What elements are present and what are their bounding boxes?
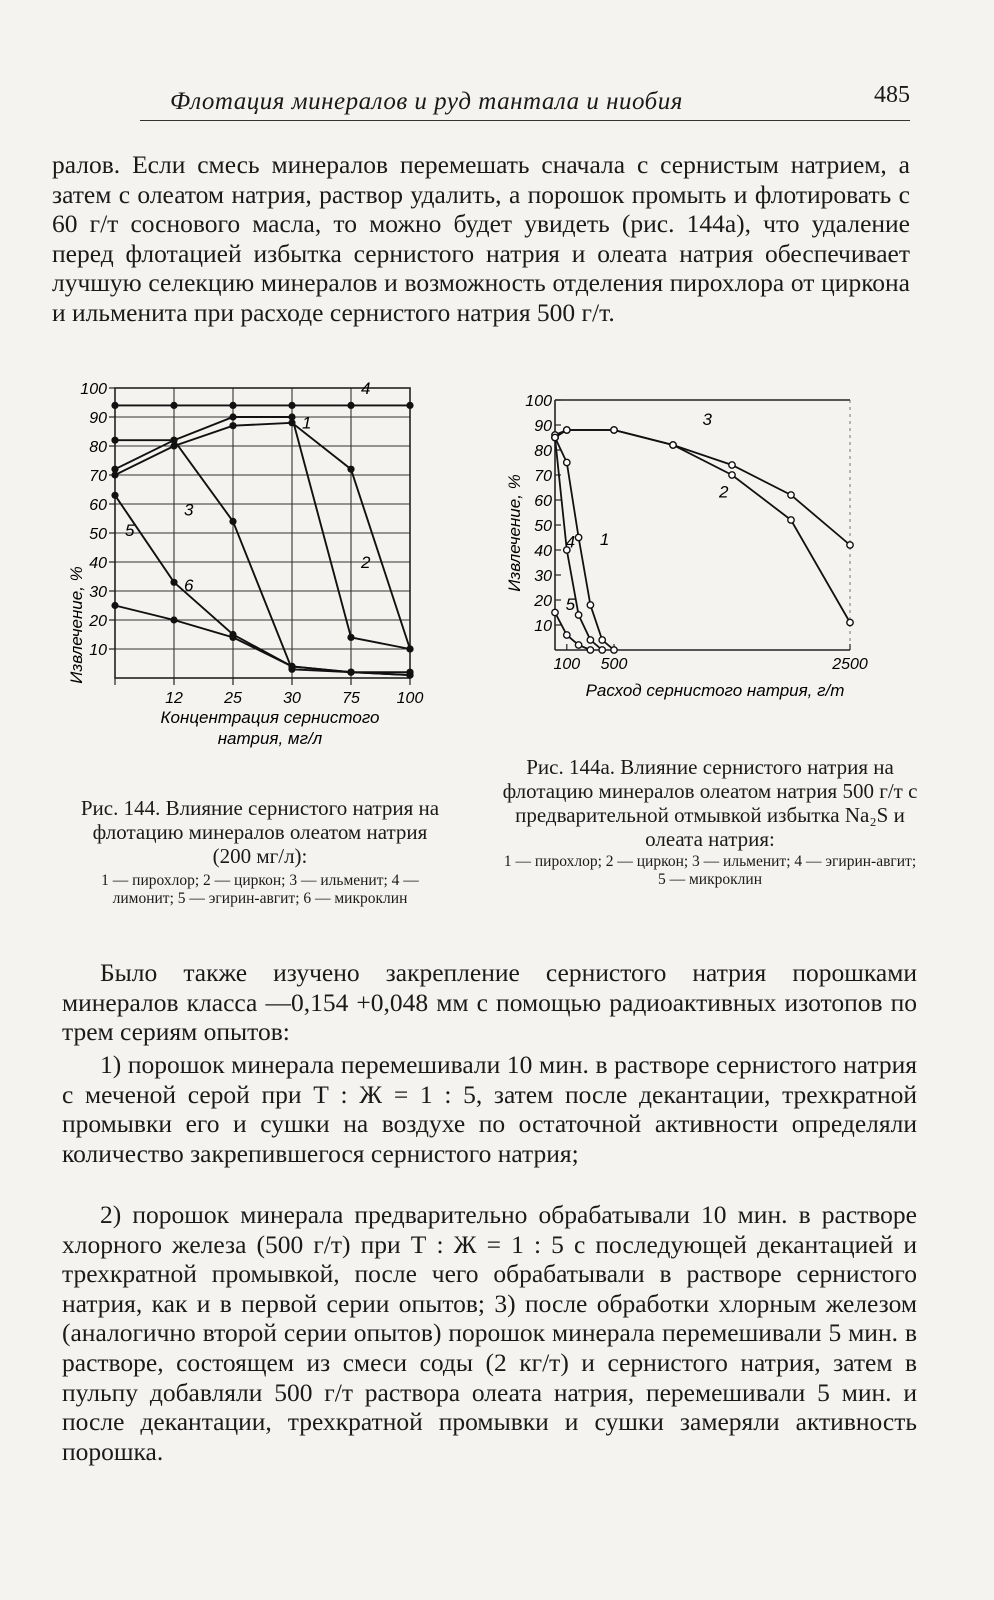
figure-144a-point-3	[788, 492, 794, 498]
figure-144-xlabel-line1: Концентрация сернистого	[160, 708, 380, 727]
figure-144a-ytick-label: 80	[534, 443, 552, 460]
figure-144-xtick-label: 75	[342, 690, 360, 707]
figure-144a-point-1	[587, 602, 593, 608]
figure-144-series-label-5: 5	[125, 520, 135, 540]
figure-144-point-2	[229, 413, 236, 420]
figure-144-point-3	[111, 437, 118, 444]
figure-144a-xtick-label: 100	[553, 656, 581, 673]
figure-144a-ytick-label: 30	[534, 568, 552, 585]
paragraph-3: 1) порошок минерала перемешивали 10 мин. в растворе сернистого натрия с меченой серой при Т : Ж = 1 : 5, затем после декантации, трехкратной промывки его и сушки на воздухе по остаточной активности определяли количество закрепившегося сернистого натрия;	[62, 1050, 917, 1168]
figure-144a-point-4	[575, 612, 581, 618]
figure-144a-ytick-label: 20	[534, 593, 552, 610]
figure-144a-point-2	[729, 472, 735, 478]
figure-144a-point-2	[847, 619, 853, 625]
figure-144a-point-5	[564, 632, 570, 638]
figure-144a-series-label-4: 4	[565, 532, 576, 552]
figure-144a-point-1	[575, 534, 581, 540]
figure-144-xlabel-line2: натрия, мг/л	[217, 729, 323, 748]
figure-144-point-6	[111, 602, 118, 609]
paragraph-2: Было также изучено закрепление сернистого натрия порошками минералов класса —0,154 +0,048 мм с помощью радиоактивных изотопов по трем сериям опытов:	[62, 958, 917, 1047]
figure-144a-series-label-3: 3	[702, 410, 712, 429]
figure-144a-labels	[525, 393, 868, 673]
figure-144-point-2	[347, 634, 354, 641]
figure-144-point-6	[347, 669, 354, 676]
running-title: Флотация минералов и руд тантала и ниобия	[170, 88, 683, 115]
figure-144a-point-5	[575, 642, 581, 648]
figure-144a-point-2	[788, 517, 794, 523]
figure-144a-series-label-1: 1	[599, 530, 610, 549]
figure-144-xtick-label: 30	[283, 690, 301, 707]
figure-144-series-label-2: 2	[361, 552, 371, 572]
figure-144-series-label-3: 3	[184, 500, 194, 520]
figure-144a-point-4	[587, 637, 593, 643]
figure-144-ytick-label: 30	[89, 584, 107, 601]
figure-144-point-6	[229, 634, 236, 641]
figure-144a-point-3	[729, 462, 735, 468]
page-number: 485	[874, 82, 910, 108]
figure-144a-point-3	[611, 427, 617, 433]
figure-144-point-2	[406, 645, 413, 652]
figure-144a-ytick-label: 70	[534, 468, 552, 485]
figure-144-series	[111, 402, 413, 679]
figure-144-point-4	[406, 402, 413, 409]
figure-144a-ytick-label: 50	[534, 518, 552, 535]
figure-144a-point-5	[552, 609, 558, 615]
figure-144a-ytick-label: 60	[534, 493, 552, 510]
figure-144-point-4	[288, 402, 295, 409]
figure-144-point-1	[347, 466, 354, 473]
figure-144-point-4	[229, 402, 236, 409]
figure-144a-point-5	[587, 647, 593, 653]
figure-144-series-label-4: 4	[361, 380, 371, 398]
figure-144a-xlabel: Расход сернистого натрия, г/т	[585, 681, 845, 700]
figure-144a-point-3	[847, 542, 853, 548]
figure-144-series-label-1: 1	[302, 413, 312, 433]
figure-144-point-6	[170, 616, 177, 623]
figure-144-ylabel: Извлечение, %	[67, 566, 86, 684]
header-rule	[140, 120, 910, 121]
figure-144a-series-label-2: 2	[719, 482, 729, 502]
figure-144a-point-1	[599, 637, 605, 643]
figure-144-point-6	[288, 663, 295, 670]
paragraph-4: 2) порошок минерала предварительно обрабатывали 10 мин. в растворе хлорного железа (500 г/т) при Т : Ж = 1 : 5 с последующей декантацией и трехкратной промывкой, после чего обрабатывали в растворе сернистого натрия, как и в первой серии опытов; 3) после обработки хлорным железом (аналогично второй серии опытов) порошок минерала перемешивали 5 мин. в растворе, состоящем из смеси соды (2 кг/т) и сернистого натрия, затем в пульпу добавляли 500 г/т раствора олеата натрия, перемешивали 5 мин. и после декантации, трехкратной промывки и сушки замеряли активность порошка.	[62, 1200, 917, 1466]
running-header	[140, 82, 910, 122]
figure-144a-point-1	[611, 647, 617, 653]
figure-144a-ytick-label: 40	[534, 543, 552, 560]
figure-144-series-5	[115, 495, 410, 675]
figure-144-ytick-label: 60	[89, 497, 107, 514]
figure-144-ytick-label: 70	[89, 468, 107, 485]
figure-144a-chart	[500, 388, 910, 728]
figure-144a-series-label-5: 5	[565, 595, 576, 614]
figure-144-point-5	[170, 579, 177, 586]
figure-144-xtick-label: 12	[165, 690, 183, 707]
figure-144-xtick-label: 25	[224, 690, 242, 707]
figure-144a-series-2	[555, 430, 850, 623]
figure-144a-series	[552, 427, 853, 653]
figure-144-point-3	[229, 518, 236, 525]
figure-144a-ylabel: Извлечение, %	[505, 474, 524, 592]
figure-144-caption: Рис. 144. Влияние сернистого натрия на флотацию минералов олеатом натрия (200 мг/л):	[80, 796, 440, 868]
figure-144-point-2	[111, 466, 118, 473]
figure-144-point-3	[170, 437, 177, 444]
figure-144-ytick-label: 20	[89, 613, 107, 630]
figure-144-ytick-label: 90	[89, 410, 107, 427]
figure-144a-ytick-label: 100	[525, 393, 552, 410]
figure-144-series-label-6: 6	[184, 576, 194, 595]
figure-144a-axes	[555, 400, 850, 650]
figure-144-point-2	[288, 413, 295, 420]
figure-144a-point-1	[564, 459, 570, 465]
figure-144a-point-4	[599, 647, 605, 653]
figure-144-point-6	[406, 672, 413, 679]
paragraph-1: ралов. Если смесь минералов перемешать сначала с сернистым натрием, а затем с олеатом натрия, раствор удалить, а порошок промыть и флотировать с 60 г/т соснового масла, то можно будет увидеть (рис. 144а), что удаление перед флотацией избытка сернистого натрия и олеата натрия обеспечивает лучшую селекцию минералов и возможность отделения пирохлора от циркона и ильменита при расходе сернистого натрия 500 г/т.	[52, 150, 910, 327]
figure-144-labels	[80, 380, 423, 707]
figure-144-ytick-label: 80	[89, 439, 107, 456]
figure-144a-point-3	[670, 442, 676, 448]
figure-144-legend: 1 — пирохлор; 2 — циркон; 3 — ильменит; 4 — лимонит; 5 — эгирин-авгит; 6 — микроклин	[101, 872, 419, 907]
figure-144a-legend: 1 — пирохлор; 2 — циркон; 3 — ильменит; 4 — эгирин-авгит; 5 — микроклин	[503, 853, 917, 888]
figure-144-point-4	[170, 402, 177, 409]
figure-144-ytick-label: 40	[89, 555, 107, 572]
figure-144a-point-4	[552, 434, 558, 440]
figure-144-ytick-label: 10	[89, 642, 107, 659]
figure-144a-xtick-label: 500	[600, 656, 628, 673]
figure-144-point-4	[111, 402, 118, 409]
figure-144a-series-5	[555, 613, 590, 651]
figure-144-xtick-label: 100	[396, 690, 424, 707]
figure-144a-xtick-label: 2500	[832, 656, 868, 673]
figure-144a-point-3	[564, 427, 570, 433]
figure-144-chart	[60, 380, 450, 770]
figure-144a-series-3	[555, 430, 850, 545]
figure-144a-ytick-label: 90	[534, 418, 552, 435]
figure-144a-ytick-label: 10	[534, 618, 552, 635]
figure-144-point-5	[111, 492, 118, 499]
figure-144a-caption: Рис. 144а. Влияние сернистого натрия на флотацию минералов олеатом натрия 500 г/т с предварительной отмывкой избытка Na₂S и олеата натрия:	[502, 755, 918, 851]
figure-144-point-4	[347, 402, 354, 409]
figure-144-ytick-label: 100	[80, 381, 107, 398]
figure-144-grid	[115, 388, 410, 678]
figure-144-series-1	[115, 423, 410, 649]
figure-144-point-1	[229, 422, 236, 429]
figure-144-ytick-label: 50	[89, 526, 107, 543]
